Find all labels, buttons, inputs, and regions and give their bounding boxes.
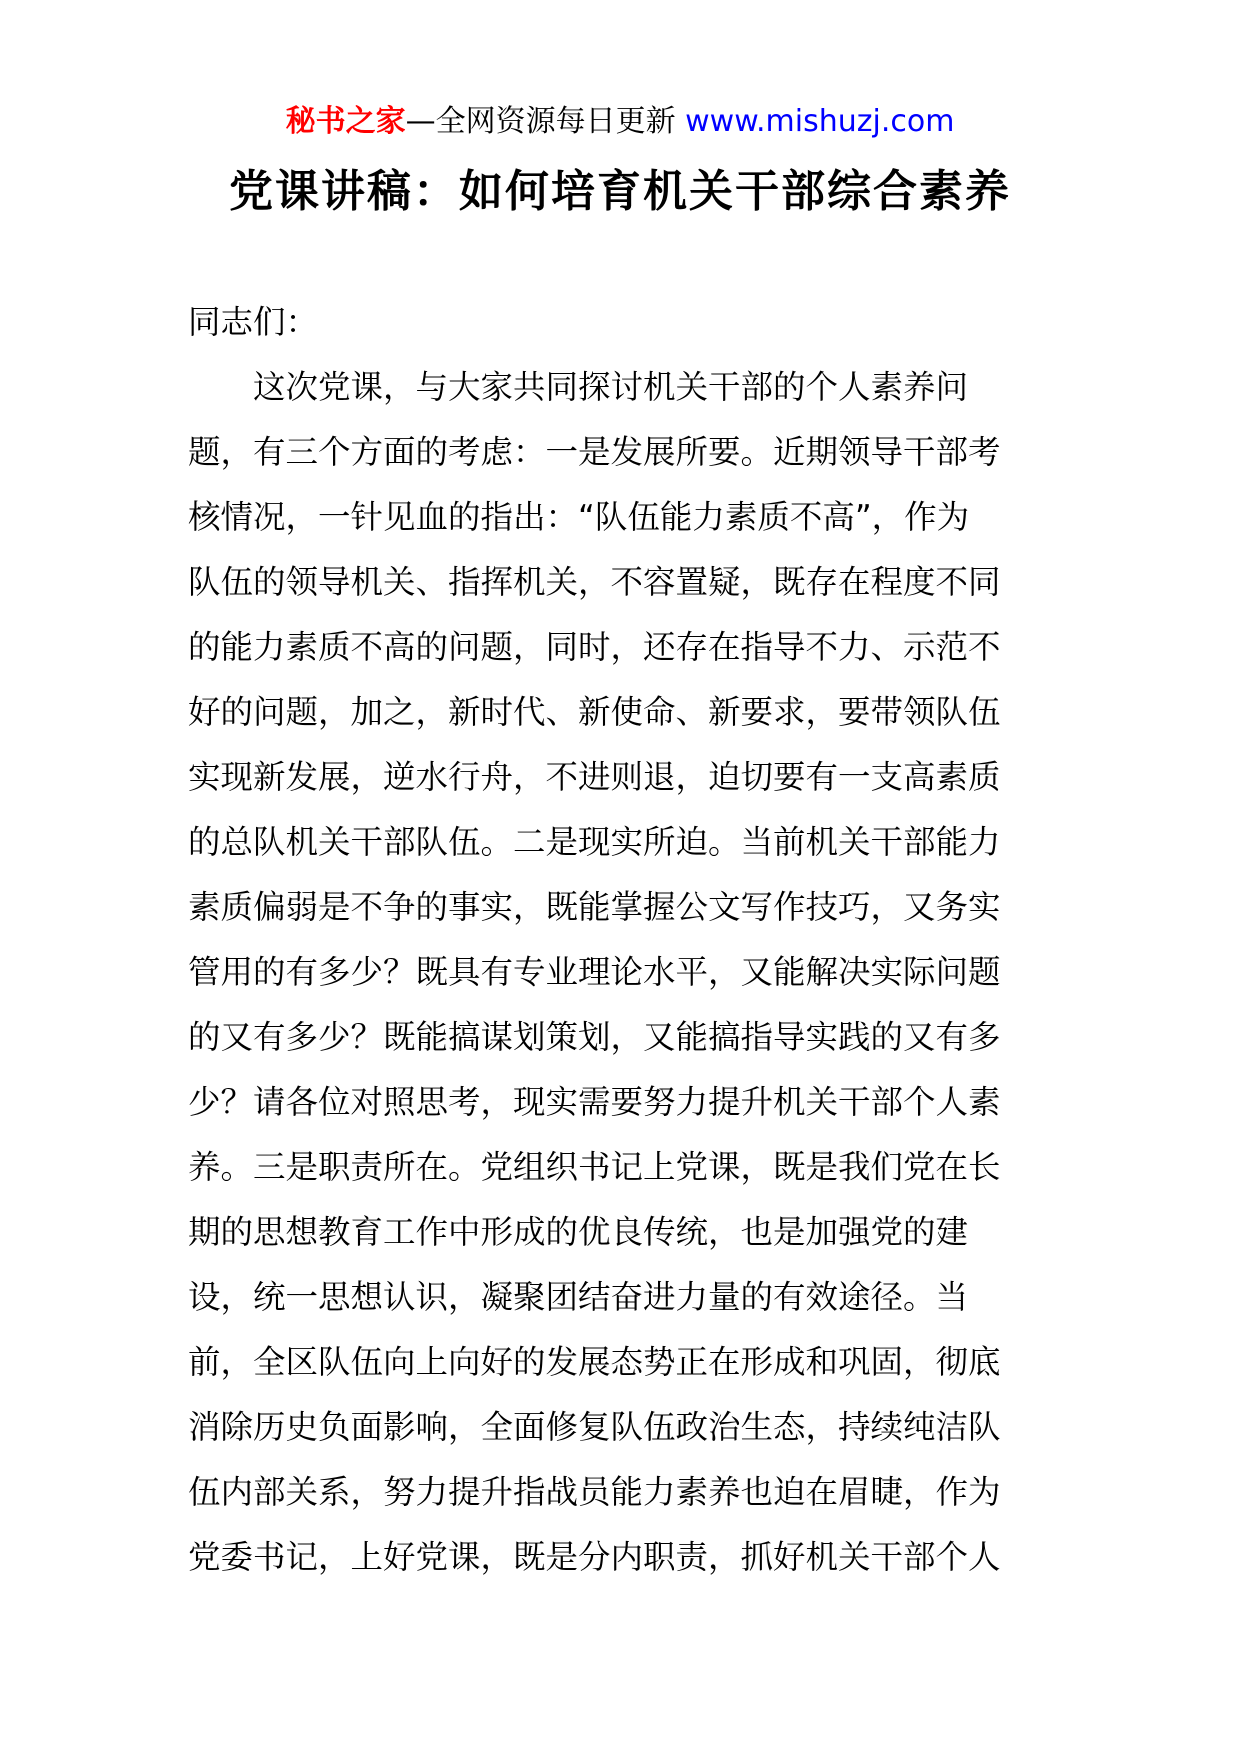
site-header <box>0 100 1240 144</box>
paragraph-line: 的总队机关干部队伍。二是现实所迫。当前机关干部能力 <box>188 823 1001 861</box>
paragraph-line: 的能力素质不高的问题，同时，还存在指导不力、示范不 <box>188 628 1001 666</box>
paragraph-line: 设，统一思想认识，凝聚团结奋进力量的有效途径。当 <box>188 1278 969 1316</box>
document-title: 党课讲稿：如何培育机关干部综合素养 <box>229 166 1011 217</box>
salutation: 同志们： <box>188 303 319 341</box>
site-url-link[interactable]: www.mishuzj.com <box>685 104 955 139</box>
paragraph-line: 实现新发展，逆水行舟，不进则退，迫切要有一支高素质 <box>188 758 1001 796</box>
paragraph-line: 这次党课，与大家共同探讨机关干部的个人素养问 <box>253 368 969 406</box>
paragraph-line: 题，有三个方面的考虑：一是发展所要。近期领导干部考 <box>188 433 1001 471</box>
paragraph-line: 消除历史负面影响，全面修复队伍政治生态，持续纯洁队 <box>188 1408 1001 1446</box>
paragraph-line: 好的问题，加之，新时代、新使命、新要求，要带领队伍 <box>188 693 1001 731</box>
paragraph-line: 少？请各位对照思考，现实需要努力提升机关干部个人素 <box>188 1083 1001 1121</box>
paragraph-line: 管用的有多少？既具有专业理论水平，又能解决实际问题 <box>188 953 1001 991</box>
paragraph-line: 队伍的领导机关、指挥机关，不容置疑，既存在程度不同 <box>188 563 1001 601</box>
site-brand: 秘书之家 <box>285 104 406 139</box>
paragraph-line: 前，全区队伍向上向好的发展态势正在形成和巩固，彻底 <box>188 1343 1001 1381</box>
paragraph-line: 核情况，一针见血的指出：“队伍能力素质不高”，作为 <box>188 498 970 536</box>
paragraph-line: 养。三是职责所在。党组织书记上党课，既是我们党在长 <box>188 1148 1001 1186</box>
paragraph-line: 党委书记，上好党课，既是分内职责，抓好机关干部个人 <box>188 1538 1001 1576</box>
body-paragraph <box>188 355 1058 1590</box>
paragraph-line: 的又有多少？既能搞谋划策划，又能搞指导实践的又有多 <box>188 1018 1001 1056</box>
paragraph-line: 期的思想教育工作中形成的优良传统，也是加强党的建 <box>188 1213 969 1251</box>
document-body <box>188 290 1058 1590</box>
paragraph-line: 素质偏弱是不争的事实，既能掌握公文写作技巧，又务实 <box>188 888 1001 926</box>
site-tagline: —全网资源每日更新 <box>405 104 676 139</box>
paragraph-line: 伍内部关系，努力提升指战员能力素养也迫在眉睫，作为 <box>188 1473 1001 1511</box>
